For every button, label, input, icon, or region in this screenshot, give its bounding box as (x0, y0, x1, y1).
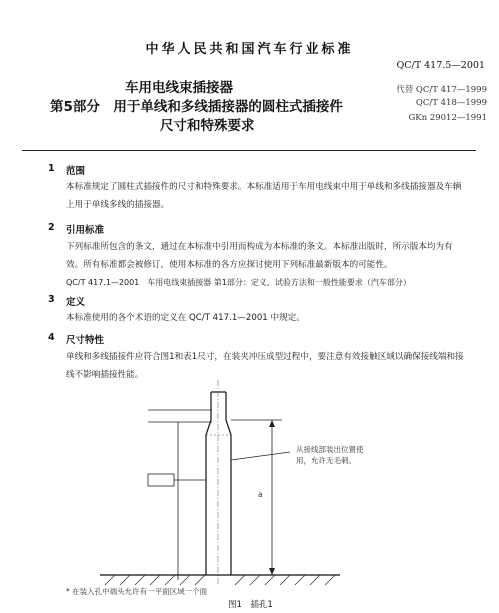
callout-leader (231, 452, 290, 460)
figure-dimension-label: a (258, 490, 263, 499)
title-line-3: 尺寸和特殊要求 (160, 118, 255, 134)
dim-arrow-up (269, 420, 275, 427)
section-4-heading: 尺寸特性 (66, 335, 105, 346)
title-line-1: 车用电线束插接器 (125, 80, 233, 96)
header-rule (22, 150, 476, 151)
figure-callout-text: 从接线部装出位置使用，允许无毛刺。 (296, 445, 364, 465)
figure-1-drawing (0, 380, 499, 595)
section-4-paragraph: 单线和多线插接件应符合图1和表1尺寸，在装夹冲压成型过程中，要注意有效接触区域以确保接线端和接线不影响插接性能。 (66, 352, 464, 380)
standard-number: QC/T 417.5—2001 (396, 60, 485, 71)
replaces-line-2: QC/T 418—1999 (415, 98, 487, 108)
figure-footnote: * 在装入孔中端头允许有一平面区域一个面 (66, 587, 208, 596)
section-4-number: 4 (48, 332, 55, 343)
pin-outline (206, 392, 231, 575)
section-3-number: 3 (48, 294, 55, 305)
title-line-2: 第5部分 用于单线和多线插接器的圆柱式插接件 (50, 99, 343, 115)
replaces-line-1: 代替 QC/T 417—1999 (396, 85, 487, 95)
replaces-line-3: GKn 29012—1991 (408, 113, 487, 123)
section-2-paragraph: 下列标准所包含的条文，通过在本标准中引用而构成为本标准的条文。本标准出版时，所示版本均为有效。所有标准都会被修订，使用本标准的各方应探讨使用下列标准最新版本的可能性。 (66, 242, 453, 270)
figure-caption: 图1 插孔1 (228, 600, 273, 610)
section-2-reference: QC/T 417.1—2001 车用电线束插接器 第1部分：定义、试验方法和一般性能要求（汽车部分） (66, 278, 411, 287)
section-2-number: 2 (48, 222, 55, 233)
reference-box (148, 474, 174, 486)
section-1-heading: 范围 (66, 166, 86, 177)
section-2-heading: 引用标准 (66, 225, 105, 236)
industry-standard-title: 中华人民共和国汽车行业标准 (145, 42, 354, 57)
ground-hatching (105, 575, 335, 585)
dim-arrow-down (269, 568, 275, 575)
section-3-heading: 定义 (66, 297, 86, 308)
section-1-number: 1 (48, 163, 55, 174)
section-3-paragraph: 本标准使用的各个术语的定义在 QC/T 417.1—2001 中规定。 (66, 313, 305, 323)
section-1-paragraph: 本标准规定了圆柱式插接件的尺寸和特殊要求。本标准适用于车用电线束中用于单线和多线插接器及车辆上用于单线多线的插接器。 (66, 182, 462, 210)
